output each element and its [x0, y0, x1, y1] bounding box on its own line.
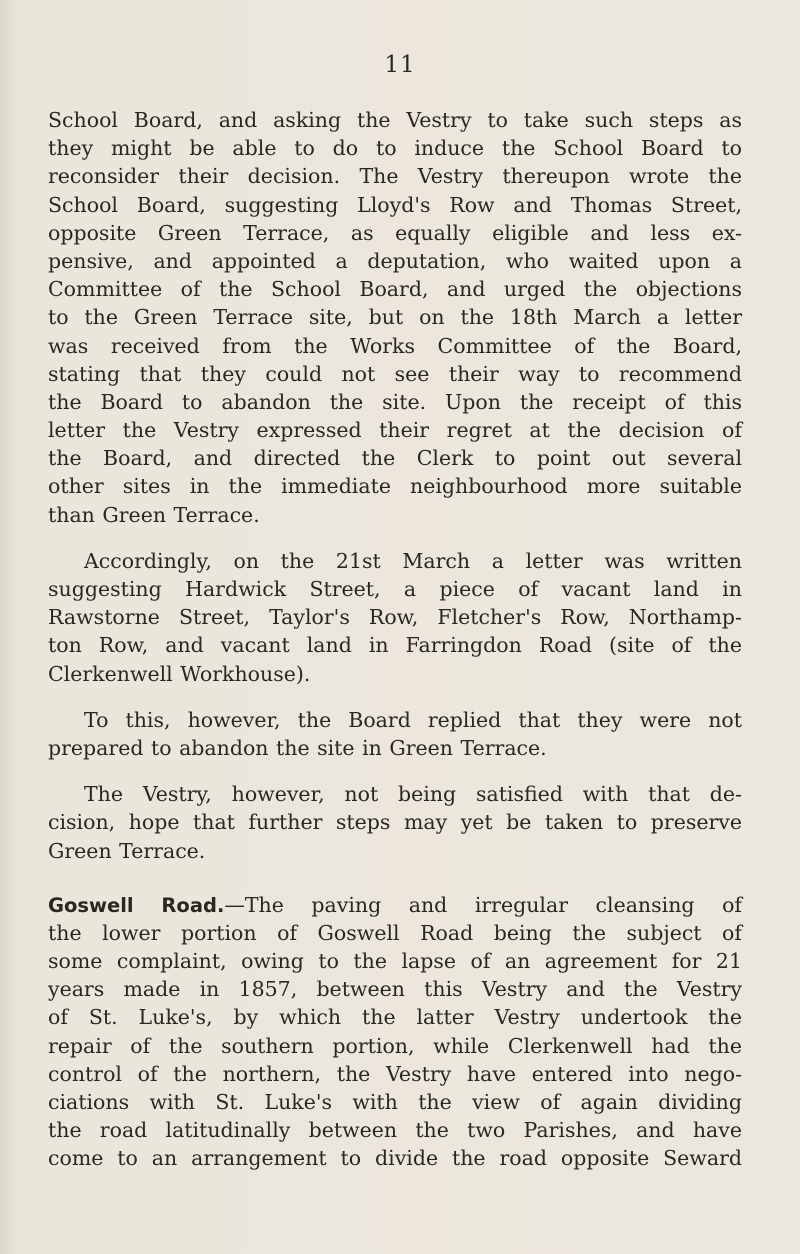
- text-line: the Board to abandon the site. Upon the receipt of this: [48, 389, 742, 414]
- text-line: suggesting Hardwick Street, a piece of vacant land in: [48, 577, 742, 601]
- text-line: of St. Luke's, by which the latter Vestry undertook the: [48, 1005, 742, 1030]
- paragraph-gap: [48, 529, 742, 547]
- page-number: 11: [384, 52, 416, 78]
- text-line: repair of the southern portion, while Clerkenwell had the: [48, 1033, 742, 1058]
- text-line: Accordingly, on the 21st March a letter was written: [84, 548, 742, 573]
- paragraph-board-reply: [48, 706, 742, 762]
- text-line: School Board, suggesting Lloyd's Row and Thomas Street,: [48, 192, 742, 217]
- text-line: The Vestry, however, not being satisfied with that de-: [84, 782, 742, 807]
- text-line: Committee of the School Board, and urged the objections: [48, 277, 742, 302]
- text-line: Clerkenwell Workhouse).: [48, 661, 311, 686]
- paragraph-vestry-decision: [48, 780, 742, 865]
- text-line: pensive, and appointed a deputation, who waited upon a: [48, 248, 742, 273]
- text-line: Green Terrace.: [48, 838, 206, 863]
- text-line: was received from the Works Committee of the Board,: [48, 333, 742, 358]
- body-text: [48, 106, 742, 1173]
- text-line: School Board, and asking the Vestry to take such steps as: [48, 108, 742, 132]
- paragraph-goswell-road: [48, 891, 742, 1173]
- text-line: Rawstorne Street, Taylor's Row, Fletcher's Row, Northamp-: [48, 605, 742, 630]
- paragraph-alternative-sites: [48, 547, 742, 688]
- paragraph-school-board: [48, 106, 742, 529]
- text-line-run: —The paving and irregular cleansing of: [224, 892, 742, 917]
- text-line: they might be able to do to induce the School Board to: [48, 136, 742, 161]
- text-line: reconsider their decision. The Vestry thereupon wrote the: [48, 164, 742, 189]
- text-line: stating that they could not see their way to recommend: [48, 361, 742, 386]
- text-line: some complaint, owing to the lapse of an agreement for 21: [48, 949, 742, 974]
- text-line: cision, hope that further steps may yet be taken to preserve: [48, 810, 742, 835]
- text-line: than Green Terrace.: [48, 502, 260, 527]
- paragraph-gap: [48, 688, 742, 706]
- text-line: prepared to abandon the site in Green Terrace.: [48, 735, 547, 760]
- text-line: opposite Green Terrace, as equally eligible and less ex-: [48, 220, 742, 245]
- section-heading: Goswell Road.: [48, 893, 225, 917]
- text-line: ton Row, and vacant land in Farringdon Road (site of the: [48, 633, 742, 658]
- text-line: the lower portion of Goswell Road being the subject of: [48, 920, 742, 945]
- text-line: come to an arrangement to divide the road opposite Seward: [48, 1146, 742, 1171]
- paragraph-gap: [48, 762, 742, 780]
- text-line: years made in 1857, between this Vestry and the Vestry: [48, 977, 742, 1002]
- text-line: [48, 891, 742, 919]
- text-line: other sites in the immediate neighbourhood more suitable: [48, 474, 742, 499]
- text-line: ciations with St. Luke's with the view of again dividing: [48, 1090, 742, 1114]
- text-line: letter the Vestry expressed their regret at the decision of: [48, 418, 742, 443]
- text-line: the Board, and directed the Clerk to point out several: [48, 446, 742, 471]
- text-line: to the Green Terrace site, but on the 18th March a letter: [48, 305, 742, 330]
- text-line: To this, however, the Board replied that they were not: [84, 707, 742, 732]
- text-line: the road latitudinally between the two Parishes, and have: [48, 1118, 742, 1143]
- text-line: control of the northern, the Vestry have entered into nego-: [48, 1061, 742, 1086]
- paragraph-gap: [48, 865, 742, 891]
